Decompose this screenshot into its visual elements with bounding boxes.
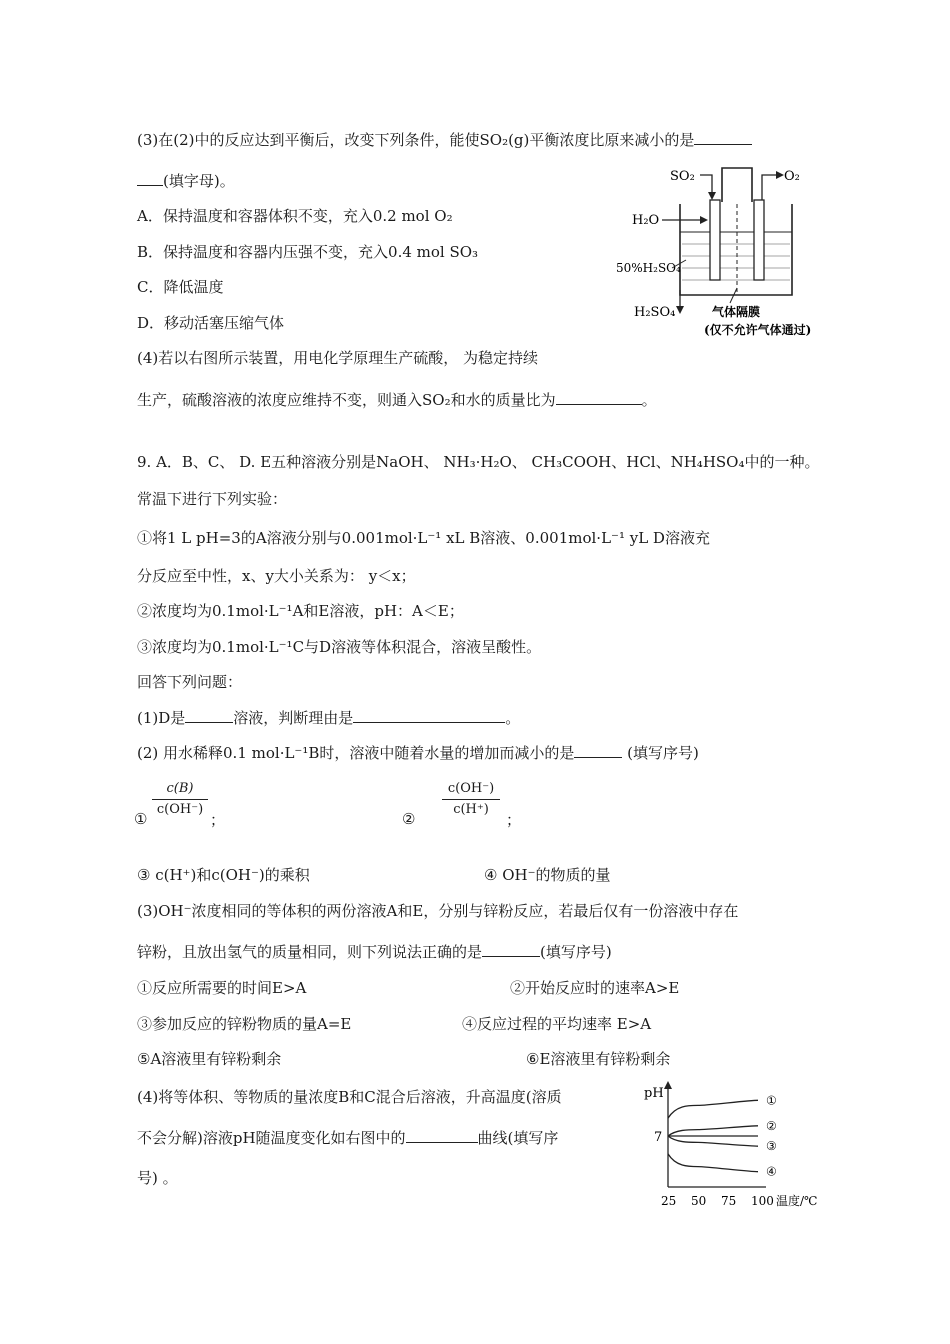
q9-3-stem: (3)OH⁻浓度相同的等体积的两份溶液A和E，分别与锌粉反应，若最后仅有一份溶液中存在 bbox=[137, 902, 739, 920]
q9-4-stem: (4)将等体积、等物质的量浓度B和C混合后溶液，升高温度(溶质 bbox=[137, 1088, 562, 1106]
so2-arrowhead bbox=[708, 192, 716, 200]
q9-condition-1-cont: 分反应至中性，x、y大小关系为： y＜x； bbox=[137, 567, 416, 585]
fraction-bar bbox=[152, 799, 208, 800]
q9-4-stem-cont bbox=[137, 1128, 558, 1148]
series-label-4: ④ bbox=[766, 1164, 777, 1179]
q9-3-stem-cont-b: (填写序号) bbox=[540, 943, 612, 961]
q8-3-option-a: A．保持温度和容器体积不变，充入0.2 mol O₂ bbox=[137, 207, 453, 225]
h2so4-50-label: 50%H₂SO₄ bbox=[616, 261, 681, 275]
h2o-label: H₂O bbox=[632, 213, 660, 228]
q9-condition-3: ③浓度均为0.1mol·L⁻¹C与D溶液等体积混合，溶液呈酸性。 bbox=[137, 638, 542, 656]
q8-4-end: 。 bbox=[641, 391, 657, 409]
q9-1-a: (1)D是 bbox=[137, 709, 186, 727]
so2-label: SO₂ bbox=[670, 169, 695, 184]
membrane-note: (仅不允许气体通过) bbox=[704, 323, 812, 337]
o2-outlet-arrow bbox=[762, 175, 780, 200]
ph-temperature-chart bbox=[640, 1075, 840, 1215]
q8-4-stem: (4)若以右图所示装置，用电化学原理生产硫酸， 为稳定持续 bbox=[137, 349, 539, 367]
series-label-1: ① bbox=[766, 1093, 777, 1108]
answer-blank[interactable] bbox=[694, 130, 752, 145]
q9-3-stem-cont-a: 锌粉，且放出氢气的质量相同，则下列说法正确的是 bbox=[137, 943, 483, 961]
q8-4-stem-cont bbox=[137, 390, 657, 410]
q9-2-option-2-fraction bbox=[442, 780, 500, 819]
q9-conditions-intro: 常温下进行下列实验： bbox=[137, 490, 288, 508]
q9-2-option-3: ③ c(H⁺)和c(OH⁻)的乘积 bbox=[137, 866, 310, 884]
q9-3-option-1: ①反应所需要的时间E>A bbox=[137, 979, 307, 997]
x-tick-label: 75 bbox=[721, 1194, 737, 1208]
q9-1-b: 溶液，判断理由是 bbox=[233, 709, 354, 727]
answer-blank[interactable] bbox=[185, 708, 233, 723]
answer-blank[interactable] bbox=[574, 743, 622, 758]
q8-3-stem-cont-text: (填字母)。 bbox=[163, 172, 235, 190]
x-tick-label: 50 bbox=[691, 1194, 707, 1208]
electrolysis-diagram bbox=[612, 160, 828, 340]
q9-3-option-3: ③参加反应的锌粉物质的量A=E bbox=[137, 1015, 352, 1033]
q9-1 bbox=[137, 708, 520, 728]
q9-2-option-2-label: ② bbox=[402, 810, 416, 828]
anode-electrode bbox=[710, 200, 720, 280]
answer-blank[interactable] bbox=[482, 942, 540, 957]
x-tick-label: 100 bbox=[751, 1194, 774, 1208]
q9-2-a: (2) 用水稀释0.1 mol·L⁻¹B时，溶液中随着水量的增加而减小的是 bbox=[137, 744, 575, 762]
fraction-numerator: c(B) bbox=[166, 781, 194, 796]
q9-4-stem-cont-2: 号) 。 bbox=[137, 1169, 178, 1187]
series-line-1 bbox=[668, 1100, 758, 1118]
series-line-2 bbox=[668, 1126, 758, 1136]
q8-3-option-c: C．降低温度 bbox=[137, 278, 224, 296]
answer-blank[interactable] bbox=[406, 1128, 478, 1143]
container bbox=[680, 204, 792, 295]
q9-answer-intro: 回答下列问题： bbox=[137, 673, 243, 691]
q9-3-option-4: ④反应过程的平均速率 E>A bbox=[462, 1015, 652, 1033]
q8-3-option-b: B．保持温度和容器内压强不变，充入0.4 mol SO₃ bbox=[137, 243, 479, 261]
q9-condition-2: ②浓度均为0.1mol·L⁻¹A和E溶液，pH：A＜E； bbox=[137, 602, 464, 620]
o2-arrowhead bbox=[776, 171, 784, 179]
q9-3-option-5: ⑤A溶液里有锌粉剩余 bbox=[137, 1050, 282, 1068]
fraction-numerator: c(OH⁻) bbox=[447, 781, 495, 796]
q9-1-c: 。 bbox=[505, 709, 521, 727]
series-label-3: ③ bbox=[766, 1139, 777, 1154]
q8-3-stem-cont bbox=[137, 171, 235, 191]
q9-2-option-1-semicolon: ； bbox=[210, 811, 226, 829]
q8-4-stem-cont-text: 生产，硫酸溶液的浓度应维持不变，则通入SO₂和水的质量比为 bbox=[137, 391, 556, 409]
answer-blank[interactable] bbox=[556, 390, 642, 405]
series-line-3 bbox=[668, 1136, 758, 1146]
series-line-4 bbox=[668, 1154, 758, 1172]
q8-3-stem-text: (3)在(2)中的反应达到平衡后，改变下列条件，能使SO₂(g)平衡浓度比原来减小的是 bbox=[137, 131, 695, 149]
q8-3-stem bbox=[137, 130, 752, 150]
q8-3-option-d: D．移动活塞压缩气体 bbox=[137, 314, 285, 332]
q9-3-option-6: ⑥E溶液里有锌粉剩余 bbox=[526, 1050, 671, 1068]
q9-3-option-2: ②开始反应时的速率A>E bbox=[510, 979, 680, 997]
q9-condition-1: ①将1 L pH=3的A溶液分别与0.001mol·L⁻¹ xL B溶液、0.001mol·L⁻¹ yL D溶液充 bbox=[137, 529, 710, 547]
answer-blank[interactable] bbox=[137, 171, 163, 186]
q9-2-option-1-label: ① bbox=[134, 810, 148, 828]
fraction-denominator: c(H⁺) bbox=[453, 802, 489, 817]
q9-4-stem-cont-a: 不会分解)溶液pH随温度变化如右图中的 bbox=[137, 1129, 406, 1147]
x-tick-label: 25 bbox=[661, 1194, 677, 1208]
y-axis-arrowhead bbox=[664, 1081, 672, 1089]
q9-4-stem-cont-b: 曲线(填写序 bbox=[477, 1129, 559, 1147]
o2-label: O₂ bbox=[784, 169, 800, 184]
cathode-electrode bbox=[754, 200, 764, 280]
q9-2-option-1-fraction bbox=[152, 780, 208, 819]
fraction-denominator: c(OH⁻) bbox=[156, 802, 204, 817]
electrolyte-hatch bbox=[682, 244, 790, 280]
membrane-label: 气体隔膜 bbox=[712, 305, 761, 319]
y-axis-label: pH bbox=[644, 1086, 664, 1101]
h2so4-out-label: H₂SO₄ bbox=[634, 305, 676, 320]
q9-stem: 9. A．B、C、 D. E五种溶液分别是NaOH、 NH₃·H₂O、 CH₃COOH、HCl、NH₄HSO₄中的一种。 bbox=[137, 453, 820, 471]
y-tick-label: 7 bbox=[654, 1130, 663, 1145]
series-label-2: ② bbox=[766, 1118, 777, 1133]
h2so4-outlet-arrowhead bbox=[676, 306, 684, 314]
answer-blank[interactable] bbox=[353, 708, 505, 723]
q9-2-b: (填写序号) bbox=[627, 744, 699, 762]
h2o-arrowhead bbox=[700, 216, 708, 224]
q9-3-stem-cont bbox=[137, 942, 612, 962]
x-axis-label: 温度/℃ bbox=[776, 1194, 818, 1208]
external-wire bbox=[722, 168, 752, 202]
q9-2-option-4: ④ OH⁻的物质的量 bbox=[484, 866, 611, 884]
q9-2 bbox=[137, 743, 699, 763]
q9-2-option-2-semicolon: ； bbox=[506, 811, 522, 829]
fraction-bar bbox=[442, 799, 500, 800]
